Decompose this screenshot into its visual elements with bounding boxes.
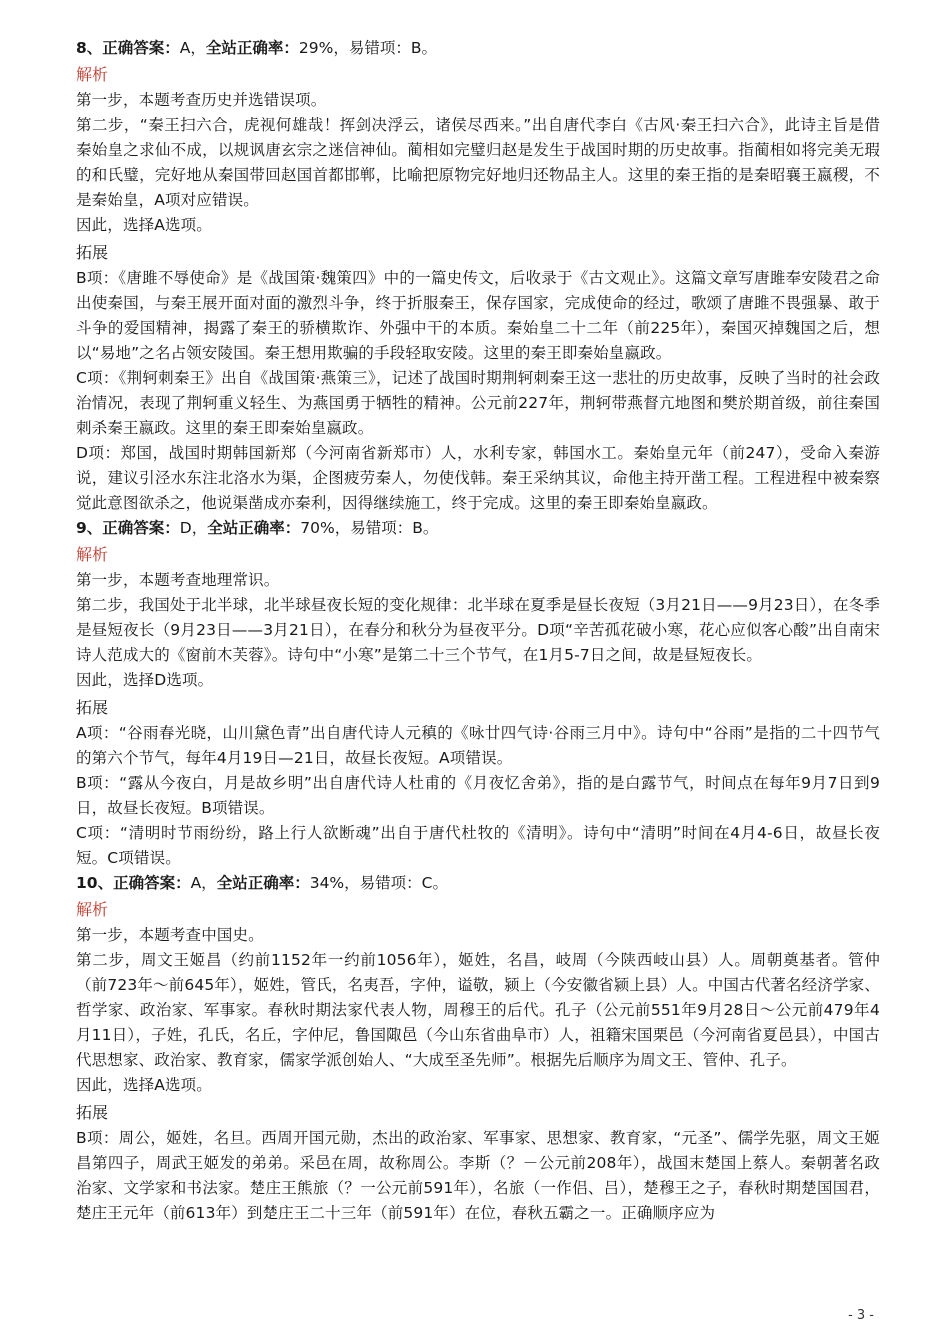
q8-rate-value: 29%，易错项：B。 (298, 39, 438, 57)
q8-option-d: D项：郑国，战国时期韩国新郑（今河南省新郑市）人，水利专家，韩国水工。秦始皇元年（前247），受命入秦游说，建议引泾水东注北洛水为渠，企图疲劳秦人，勿使伐韩。秦王采纳其议，命他主持开凿工程。工程进程中被秦察觉此意图欲杀之，他说渠凿成亦秦利，因得继续施工，终于完成。这里的秦王即秦始皇嬴政。 (76, 444, 880, 512)
q9-rate-value: 70%，易错项：B。 (300, 519, 439, 537)
q10-answer-label: 10、正确答案： (76, 874, 191, 892)
q8-extension-heading: 拓展 (76, 243, 109, 262)
q8-step1: 第一步，本题考查历史并选错误项。 (76, 91, 327, 109)
q10-extension-heading: 拓展 (76, 1103, 109, 1122)
q8-analysis-heading: 解析 (76, 65, 109, 84)
q9-option-b: B项：“露从今夜白，月是故乡明”出自唐代诗人杜甫的《月夜忆舍弟》，指的是白露节气，时间点在每年9月7日到9日，故昼长夜短。B项错误。 (76, 774, 880, 817)
q10-step1: 第一步，本题考查中国史。 (76, 926, 264, 944)
q10-answer-value: A， (190, 874, 217, 892)
q9-option-c: C项：“清明时节雨纷纷，路上行人欲断魂”出自于唐代杜牧的《清明》。诗句中“清明”时间在4月4-6日，故昼长夜短。C项错误。 (76, 824, 880, 867)
page-number: - 3 - (848, 1308, 874, 1323)
q9-analysis-heading: 解析 (76, 545, 109, 564)
q10-step2: 第二步，周文王姬昌（约前1152年一约前1056年），姬姓，名昌，岐周（今陕西岐山县）人。周朝奠基者。管仲（前723年～前645年），姬姓，管氏，名夷吾，字仲，谥敬，颍上（今安徽省颍上县）人。中国古代著名经济学家、哲学家、政治家、军事家。春秋时期法家代表人物，周穆王的后代。孔子（公元前551年9月28日～公元前479年4月11日），子姓，孔氏，名丘，字仲尼，鲁国陬邑（今山东省曲阜市）人，祖籍宋国栗邑（今河南省夏邑县），中国古代思想家、政治家、教育家，儒家学派创始人、“大成至圣先师”。根据先后顺序为周文王、管仲、孔子。 (76, 951, 880, 1069)
q8-option-c: C项：《荆轲刺秦王》出自《战国策·燕策三》，记述了战国时期荆轲刺秦王这一悲壮的历史故事，反映了当时的社会政治情况，表现了荆轲重义轻生、为燕国勇于牺牲的精神。公元前227年，荆轲带燕督亢地图和樊於期首级，前往秦国刺杀秦王嬴政。这里的秦王即秦始皇嬴政。 (76, 369, 880, 437)
q8-answer-header (76, 36, 880, 60)
q8-step2: 第二步，“秦王扫六合，虎视何雄哉！挥剑决浮云，诸侯尽西来。”出自唐代李白《古风·秦王扫六合》，此诗主旨是借秦始皇之求仙不成，以规讽唐玄宗之迷信神仙。蔺相如完璧归赵是发生于战国时期的历史故事。指蔺相如将完美无瑕的和氏璧，完好地从秦国带回赵国首都邯郸，比喻把原物完好地归还物品主人。这里的秦王指的是秦昭襄王嬴稷，不是秦始皇，A项对应错误。 (76, 116, 880, 209)
document-page (76, 36, 880, 1226)
q10-answer-header (76, 871, 880, 895)
q9-step2: 第二步，我国处于北半球，北半球昼夜长短的变化规律：北半球在夏季是昼长夜短（3月21日——9月23日），在冬季是昼短夜长（9月23日——3月21日），在春分和秋分为昼夜平分。D项“辛苦孤花破小寒，花心应似客心酸”出自南宋诗人范成大的《窗前木芙蓉》。诗句中“小寒”是第二十三个节气，在1月5-7日之间，故是昼短夜长。 (76, 596, 880, 664)
q9-option-a: A项：“谷雨春光晓，山川黛色青”出自唐代诗人元稹的《咏廿四气诗·谷雨三月中》。诗句中“谷雨”是指的二十四节气的第六个节气，每年4月19日—21日，故昼长夜短。A项错误。 (76, 724, 880, 767)
q9-conclusion: 因此，选择D选项。 (76, 671, 214, 689)
q9-extension-heading: 拓展 (76, 698, 109, 717)
q8-rate-label: 全站正确率： (205, 39, 299, 57)
q8-option-b: B项：《唐雎不辱使命》是《战国策·魏策四》中的一篇史传文，后收录于《古文观止》。这篇文章写唐雎奉安陵君之命出使秦国，与秦王展开面对面的激烈斗争，终于折服秦王，保存国家，完成使命的经过，歌颂了唐雎不畏强暴、敢于斗争的爱国精神，揭露了秦王的骄横欺诈、外强中干的本质。秦始皇二十二年（前225年），秦国灭掉魏国之后，想以“易地”之名占领安陵国。秦王想用欺骗的手段轻取安陵。这里的秦王即秦始皇嬴政。 (76, 269, 880, 362)
q10-rate-value: 34%，易错项：C。 (309, 874, 448, 892)
q10-option-b: B项：周公，姬姓，名旦。西周开国元勋，杰出的政治家、军事家、思想家、教育家，“元圣”、儒学先驱，周文王姬昌第四子，周武王姬发的弟弟。采邑在周，故称周公。李斯（？－公元前208年），战国末楚国上蔡人。秦朝著名政治家、文学家和书法家。楚庄王熊旅（？一公元前591年），名旅（一作侣、吕），楚穆王之子，春秋时期楚国国君，楚庄王元年（前613年）到楚庄王二十三年（前591年）在位，春秋五霸之一。正确顺序应为 (76, 1129, 880, 1222)
q10-conclusion: 因此，选择A选项。 (76, 1076, 212, 1094)
q9-rate-label: 全站正确率： (207, 519, 301, 537)
q9-answer-value: D， (179, 519, 208, 537)
q8-conclusion: 因此，选择A选项。 (76, 216, 212, 234)
q8-answer-label: 8、正确答案： (76, 39, 180, 57)
q9-answer-header (76, 516, 880, 540)
q9-answer-label: 9、正确答案： (76, 519, 180, 537)
q10-analysis-heading: 解析 (76, 900, 109, 919)
q9-step1: 第一步，本题考查地理常识。 (76, 571, 280, 589)
q8-answer-value: A， (179, 39, 206, 57)
q10-rate-label: 全站正确率： (216, 874, 310, 892)
